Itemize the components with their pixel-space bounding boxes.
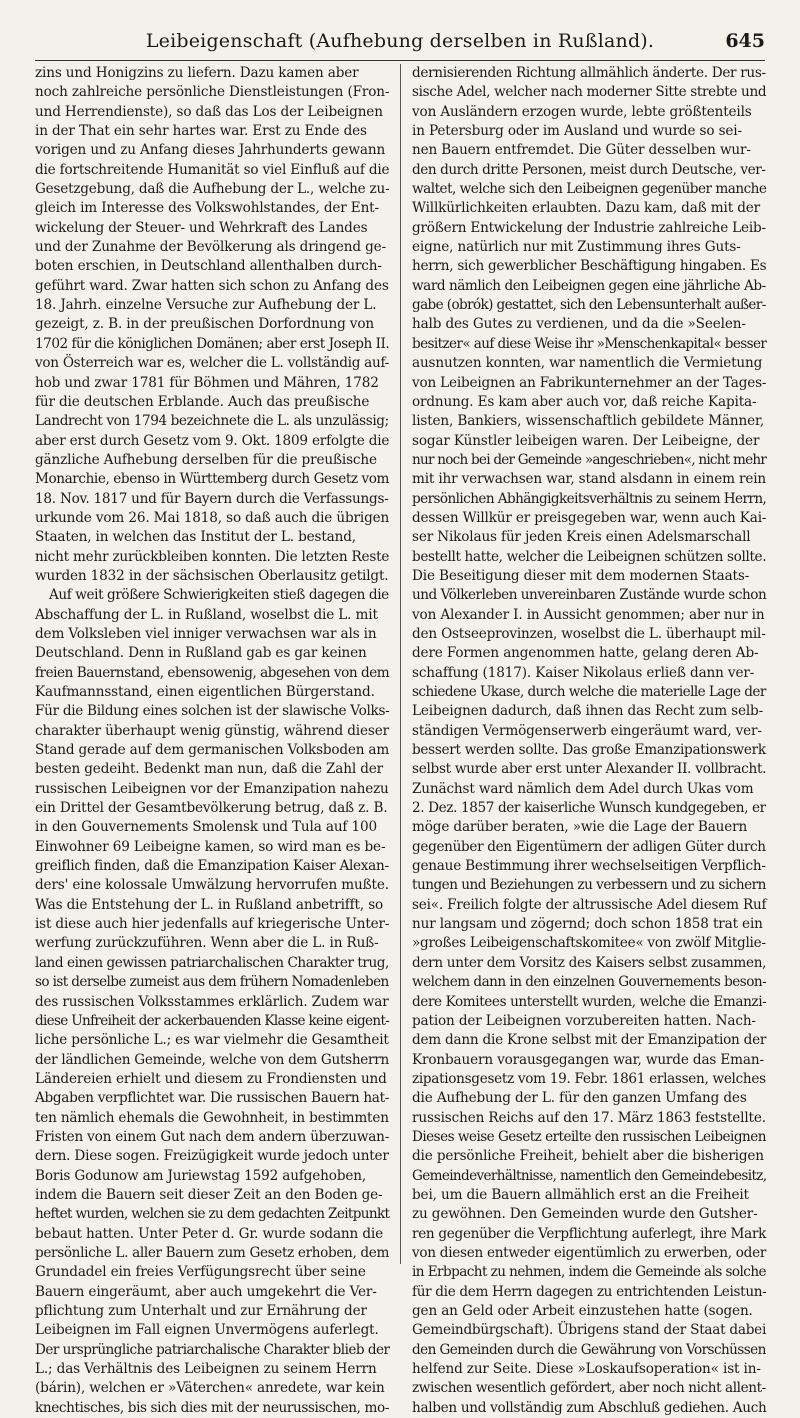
- text-line: 18. Nov. 1817 und für Bayern durch die Verfassungs-: [35, 490, 389, 507]
- text-line: Für die Bildung eines solchen ist der slawische Volks-: [35, 703, 390, 720]
- text-line: zins und Honigzins zu liefern. Dazu kamen aber: [35, 65, 359, 81]
- text-line: aber erst durch Gesetz vom 9. Okt. 1809 erfolgte die: [35, 432, 390, 449]
- text-line: besten gedeiht. Bedenkt man nun, daß die Zahl der: [35, 761, 384, 778]
- text-line: halb des Gutes zu verdienen, und da die »Seelen-: [412, 316, 746, 333]
- text-line: ser Nikolaus für jeden Kreis einen Adelsmarschall: [412, 529, 751, 546]
- text-line: »großes Leibeigenschaftskomitee« von zwölf Mitglie-: [412, 935, 766, 952]
- text-line: Grundadel ein freies Verfügungsrecht über seine: [35, 1264, 366, 1281]
- text-line: des russischen Volksstammes erklärlich. Zudem war: [35, 993, 389, 1010]
- text-line: nur noch bei der Gemeinde »angeschrieben«, nicht mehr: [412, 451, 767, 468]
- text-line: sische Adel, welcher nach moderner Sitte strebte und: [412, 84, 767, 101]
- text-line: bessert werden sollte. Das große Emanzipationswerk: [412, 742, 766, 759]
- text-line: in der That ein sehr hartes war. Erst zu Ende des: [35, 123, 367, 140]
- text-line: bebaut hatten. Unter Peter d. Gr. wurde sodann die: [35, 1225, 383, 1242]
- text-line: ward nämlich den Leibeignen gegen eine jährliche Ab-: [412, 277, 766, 294]
- text-line: gabe (obrók) gestattet, sich den Lebensunterhalt außer-: [412, 297, 766, 314]
- text-line: ein Drittel der Gesamtbevölkerung betrug, daß z. B.: [35, 800, 388, 817]
- text-line: Einwohner 69 Leibeigne kamen, so wird man es be-: [35, 838, 386, 855]
- text-line: gegenüber den Eigentümern der adligen Güter durch: [412, 838, 766, 855]
- text-line: 1702 für die königlichen Domänen; aber erst Joseph II.: [35, 335, 390, 352]
- text-line: russischen Leibeignen vor der Emanzipation nahezu: [35, 780, 389, 797]
- text-line: Boris Godunow am Juriewstag 1592 aufgehoben,: [35, 1167, 367, 1184]
- text-line: listen, Bankiers, wissenschaftlich gebildete Männer,: [412, 413, 765, 430]
- text-line: nur langsam und zögernd; doch schon 1858 trat ein: [412, 916, 763, 933]
- text-line: dernisierenden Richtung allmählich änderte. Der rus-: [412, 65, 766, 81]
- text-line: pation der Leibeignen vorzubereiten hatten. Nach-: [412, 1012, 756, 1029]
- page-header: [35, 30, 765, 60]
- text-line: zwischen wesentlich gefördert, aber noch nicht allent-: [412, 1380, 766, 1397]
- text-line: Bauern eingeräumt, aber auch umgekehrt die Ver-: [35, 1283, 377, 1300]
- text-line: noch zahlreiche persönliche Dienstleistungen (Fron-: [35, 84, 390, 101]
- left-column: [35, 64, 390, 1416]
- text-line: die fortschreitende Humanität so viel Einfluß auf die: [35, 161, 390, 178]
- text-line: genaue Bestimmung ihrer wechselseitigen Verpflich-: [412, 858, 766, 875]
- text-line: der ländlichen Gemeinde, welche von dem Gutsherrn: [35, 1051, 389, 1068]
- text-line: Staaten, in welchen das Institut der L. bestand,: [35, 529, 356, 546]
- text-line: pflichtung zum Unterhalt und zur Ernährung der: [35, 1303, 367, 1319]
- text-line: geführt ward. Zwar hatten sich schon zu Anfang des: [35, 277, 389, 294]
- text-line: mit ihr verwachsen war, stand alsdann in einem rein: [412, 471, 766, 488]
- text-line: dem Volksleben viel inniger verwachsen war als in: [35, 625, 377, 642]
- text-line: diese Unfreiheit der ackerbauenden Klasse keine eigent-: [35, 1012, 390, 1029]
- text-line: dere Komitees unterstellt wurden, welche die Emanzi-: [412, 993, 767, 1010]
- text-line: 2. Dez. 1857 der kaiserliche Wunsch kundgegeben, er: [412, 800, 766, 817]
- text-line: dere Formen angenommen hatte, gelang deren Ab-: [412, 645, 759, 662]
- text-line: von Alexander I. in Aussicht genommen; aber nur in: [412, 606, 765, 623]
- text-line: Gemeindeverhältnisse, namentlich den Gemeindebesitz,: [412, 1167, 767, 1184]
- text-line: Kronbauern vorausgegangen war, wurde das Eman-: [412, 1051, 764, 1068]
- right-column: [412, 64, 767, 1416]
- text-line: Leibeignen im Fall eignen Unvermögens auferlegt.: [35, 1322, 379, 1339]
- text-line: land einen gewissen patriarchalischen Charakter trug,: [35, 954, 389, 971]
- text-line: zipationsgesetz vom 19. Febr. 1861 erlassen, welches: [412, 1070, 766, 1087]
- text-line: Was die Entstehung der L. in Rußland anbetrifft, so: [35, 896, 384, 913]
- text-line: Ländereien erhielt und diesem zu Frondiensten und: [35, 1070, 387, 1087]
- text-line: Abgaben verpflichtet war. Die russischen Bauern hat-: [35, 1090, 390, 1107]
- text-line: tungen und Beziehungen zu verbessern und zu sichern: [412, 877, 766, 894]
- text-line: von Österreich war es, welcher die L. vollständig auf-: [35, 355, 390, 372]
- text-line: Gesetzgebung, daß die Aufhebung der L., welche zu-: [35, 181, 390, 198]
- text-line: dessen Willkür er preisgegeben war, wenn auch Kai-: [412, 509, 767, 526]
- text-line: schaffung (1817). Kaiser Nikolaus erließ dann ver-: [412, 664, 755, 681]
- text-line: vorigen und zu Anfang dieses Jahrhunderts gewann: [35, 142, 386, 159]
- text-line: von Ausländern erzogen wurde, lebte größtenteils: [412, 103, 752, 120]
- text-line: in Petersburg oder im Ausland und wurde so sei-: [412, 123, 742, 140]
- text-line: und Völkerleben unvereinbaren Zustände wurde schon: [412, 587, 767, 604]
- text-line: gen an Geld oder Arbeit einzustehen hatte (sogen.: [412, 1303, 753, 1319]
- text-line: zu gewöhnen. Den Gemeinden wurde den Gutsher-: [412, 1206, 758, 1223]
- text-line: sogar Künstler leibeigen waren. Der Leibeigne, der: [412, 432, 760, 449]
- text-line: so ist derselbe zumeist aus dem frühern Nomadenleben: [35, 974, 389, 991]
- text-line: bestellt hatte, welcher die Leibeignen schützen sollte.: [412, 548, 767, 565]
- text-line: Der ursprüngliche patriarchalische Charakter blieb der: [35, 1341, 390, 1358]
- text-line: von diesen entweder eigentümlich zu erwerben, oder: [412, 1244, 767, 1261]
- text-line: russischen Reichs auf den 17. März 1863 feststellte.: [412, 1109, 766, 1126]
- text-line: Deutschland. Denn in Rußland gab es gar keinen: [35, 645, 367, 662]
- text-line: Gemeindbürgschaft). Übrigens stand der Staat dabei: [412, 1322, 767, 1339]
- text-line: Auf weit größere Schwierigkeiten stieß dagegen die: [49, 587, 389, 604]
- text-line: boten erschien, in Deutschland allenthalben durch-: [35, 258, 382, 275]
- text-line: nen Bauern entfremdet. Die Güter desselben wur-: [412, 142, 751, 159]
- text-line: möge darüber beraten, »wie die Lage der Bauern: [412, 819, 748, 836]
- text-line: bei, um die Bauern allmählich erst an die Freiheit: [412, 1186, 749, 1203]
- text-line: ordnung. Es kam aber auch vor, daß reiche Kapita-: [412, 393, 757, 410]
- header-rule: [35, 60, 765, 61]
- text-line: ständigen Vermögenserwerb eingeräumt ward, ver-: [412, 722, 762, 739]
- text-line: charakter überhaupt wenig günstig, während dieser: [35, 722, 389, 739]
- text-line: Willkürlichkeiten erlaubten. Dazu kam, daß mit der: [412, 200, 760, 217]
- text-line: Zunächst ward nämlich dem Adel durch Ukas vom: [412, 780, 754, 797]
- text-line: Fristen von einem Gut nach dem andern überzuwan-: [35, 1128, 390, 1145]
- text-line: ten nämlich ehemals die Gewohnheit, in bestimmten: [35, 1109, 389, 1126]
- text-line: heftet wurden, welchen sie zu dem gedachten Zeitpunkt: [35, 1206, 390, 1223]
- text-line: nicht mehr zurückbleiben konnten. Die letzten Reste: [35, 548, 390, 565]
- running-title: Leibeigenschaft (Aufhebung derselben in Rußland).: [145, 30, 655, 52]
- text-line: den durch dritte Personen, meist durch Deutsche, ver-: [412, 161, 766, 178]
- text-line: selbst wurde aber erst unter Alexander II. vollbracht.: [412, 761, 767, 778]
- text-line: werfung zurückzuführen. Wenn aber die L. in Ruß-: [35, 935, 379, 952]
- text-line: herrn, sich gewerblicher Beschäftigung hingaben. Es: [412, 258, 767, 275]
- text-line: ist diese auch hier jedenfalls auf kriegerische Unter-: [35, 916, 390, 933]
- text-line: sei«. Freilich folgte der altrussische Adel diesem Ruf: [412, 896, 767, 913]
- text-line: schiedene Ukase, durch welche die materielle Lage der: [412, 684, 766, 700]
- column-divider: [400, 64, 401, 1264]
- text-line: wickelung der Steuer- und Wehrkraft des Landes: [35, 219, 368, 236]
- text-line: dern unter dem Vorsitz des Kaisers selbst zusammen,: [412, 954, 767, 971]
- text-line: in Erbpacht zu nehmen, indem die Gemeinde als solche: [412, 1264, 766, 1281]
- text-line: die Aufhebung der L. für den ganzen Umfang des: [412, 1090, 747, 1107]
- text-line: den Gemeinden durch die Gewährung von Vorschüssen: [412, 1341, 766, 1358]
- text-line: Stand gerade auf dem germanischen Volksboden am: [35, 742, 390, 759]
- text-line: ausnutzen konnten, war namentlich die Vermietung: [412, 355, 763, 372]
- text-line: Kaufmannsstand, einen eigentlichen Bürgerstand.: [35, 684, 375, 700]
- text-line: persönlichen Abhängigkeitsverhältnis zu seinem Herrn,: [412, 490, 767, 507]
- text-line: dem dann die Krone selbst mit der Emanzipation der: [412, 1032, 767, 1049]
- text-line: die persönliche Freiheit, behielt aber die bisherigen: [412, 1148, 764, 1165]
- text-line: greiflich finden, daß die Emanzipation Kaiser Alexan-: [35, 858, 389, 875]
- text-line: (bárin), welchen er »Väterchen« anredete, war kein: [35, 1380, 385, 1397]
- text-line: in den Gouvernements Smolensk und Tula auf 100: [35, 819, 377, 836]
- text-line: wurden 1832 in der sächsischen Oberlausitz getilgt.: [35, 567, 389, 584]
- text-line: dern. Diese sogen. Freizügigkeit wurde jedoch unter: [35, 1148, 389, 1165]
- text-line: gezeigt, z. B. in der preußischen Dorfordnung von: [35, 316, 374, 333]
- text-line: besitzer« auf diese Weise ihr »Menschenkapital« besser: [412, 335, 767, 352]
- text-line: Landrecht von 1794 bezeichnete die L. als unzulässig;: [35, 413, 389, 430]
- text-line: freien Bauernstand, ebensowenig, abgesehen von dem: [35, 664, 390, 681]
- text-line: urkunde vom 26. Mai 1818, so daß auch die übrigen: [35, 509, 390, 526]
- text-line: den Ostseeprovinzen, woselbst die L. überhaupt mil-: [412, 625, 766, 642]
- text-line: waltet, welche sich den Leibeignen gegenüber manche: [412, 181, 767, 198]
- text-line: 18. Jahrh. einzelne Versuche zur Aufhebung der L.: [35, 297, 377, 314]
- page-number: 645: [725, 30, 765, 52]
- text-line: ders' eine kolossale Umwälzung hervorrufen mußte.: [35, 877, 389, 894]
- text-line: helfend zur Seite. Diese »Loskaufsoperation« ist in-: [412, 1361, 761, 1378]
- text-line: eigne, natürlich nur mit Zustimmung ihres Guts-: [412, 239, 741, 256]
- text-line: von Leibeignen an Fabrikunternehmer an der Tages-: [412, 374, 767, 391]
- text-line: für die dem Herrn dagegen zu entrichtenden Leistun-: [412, 1283, 767, 1300]
- text-line: ren gegenüber die Verpflichtung auferlegt, ihre Mark: [412, 1225, 767, 1242]
- text-line: Abschaffung der L. in Rußland, woselbst die L. mit: [35, 606, 378, 623]
- text-line: Dieses weise Gesetz erteilte den russischen Leibeignen: [412, 1128, 766, 1145]
- text-line: liche persönliche L.; es war vielmehr die Gesamtheit: [35, 1032, 389, 1049]
- text-line: gänzliche Aufhebung derselben für die preußische: [35, 451, 377, 468]
- text-line: Die Beseitigung dieser mit dem modernen Staats-: [412, 567, 750, 584]
- text-line: welchem dann in den einzelnen Gouvernements beson-: [412, 974, 767, 991]
- text-line: und Herrendienste), so daß das Los der Leibeignen: [35, 103, 383, 120]
- text-line: Leibeignen dadurch, daß ihnen das Recht zum selb-: [412, 703, 764, 720]
- text-line: L.; das Verhältnis des Leibeignen zu seinem Herrn: [35, 1361, 377, 1378]
- text-line: persönliche L. aller Bauern zum Gesetz erhoben, dem: [35, 1244, 390, 1261]
- text-line: hob und zwar 1781 für Böhmen und Mähren, 1782: [35, 374, 379, 391]
- text-line: für die deutschen Erblande. Auch das preußische: [35, 393, 370, 410]
- text-line: gleich im Interesse des Volkswohlstandes, der Ent-: [35, 200, 379, 217]
- text-line: größern Entwickelung der Industrie zahlreiche Leib-: [412, 219, 766, 236]
- text-line: indem die Bauern seit dieser Zeit an den Boden ge-: [35, 1186, 383, 1203]
- text-line: und der Zunahme der Bevölkerung als dringend ge-: [35, 239, 387, 256]
- text-line: halben und vollständig zum Abschluß gediehen. Auch: [412, 1399, 767, 1416]
- text-line: Monarchie, ebenso in Württemberg durch Gesetz vom: [35, 471, 390, 488]
- text-line: knechtisches, bis sich dies mit der neurussischen, mo-: [35, 1399, 390, 1416]
